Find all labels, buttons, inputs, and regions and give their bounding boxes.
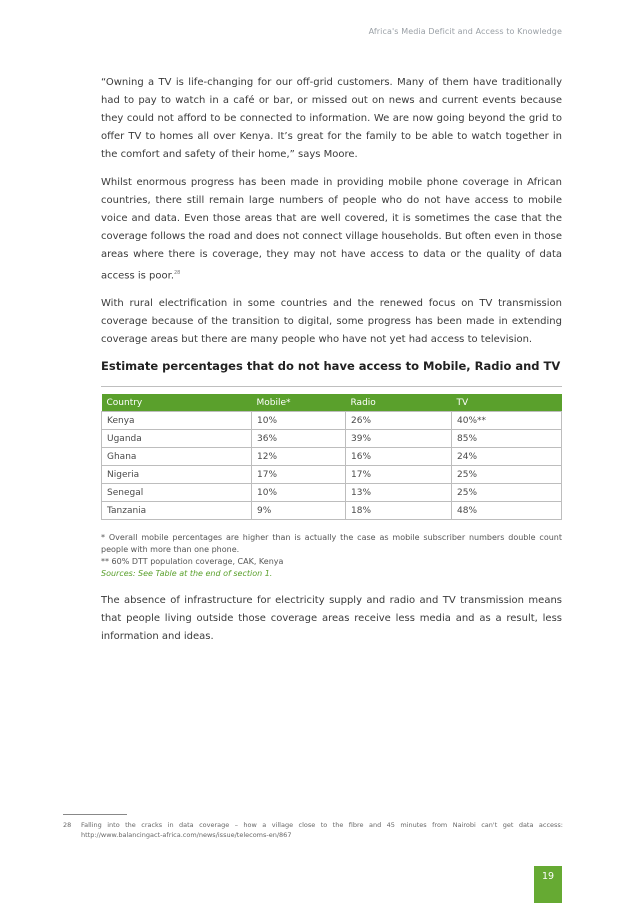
table-cell: 26% xyxy=(346,412,452,430)
table-row xyxy=(102,502,562,520)
table-cell: 24% xyxy=(452,448,562,466)
table-row xyxy=(102,430,562,448)
table-cell: Ghana xyxy=(102,448,252,466)
table-header-row xyxy=(102,394,562,412)
table-cell: 9% xyxy=(252,502,346,520)
electrification-paragraph: With rural electrification in some countries and the renewed focus on TV transmission coverage because of the transition to digital, some progress has been made in extending coverage areas but there are many people who have not yet had access to television. xyxy=(101,298,562,346)
table-cell: Nigeria xyxy=(102,466,252,484)
table-cell: 16% xyxy=(346,448,452,466)
table-cell: 39% xyxy=(346,430,452,448)
mobile-coverage-paragraph xyxy=(101,174,562,285)
mobile-coverage-text: Whilst enormous progress has been made in providing mobile phone coverage in African countries, there still remain large numbers of people who do not have access to mobile voice and data. Even those areas that are well covered, it is sometimes the case that the coverage follows the road and does not connect village households. But often even in those areas where there is coverage, they may not have access to data or the quality of data access is poor. xyxy=(101,177,562,282)
quote-paragraph: “Owning a TV is life-changing for our off-grid customers. Many of them have traditionally had to pay to watch in a café or bar, or missed out on news and current events because they could not afford to be connected to information. We are now going beyond the grid to offer TV to homes all over Kenya. It’s great for the family to be able to watch together in the comfort and safety of their home,” says Moore. xyxy=(101,77,562,160)
table-cell: 25% xyxy=(452,484,562,502)
table-cell: 18% xyxy=(346,502,452,520)
running-header: Africa's Media Deficit and Access to Knowledge xyxy=(368,27,562,36)
access-table xyxy=(101,394,562,520)
footnote-reference[interactable]: 28 xyxy=(174,270,181,276)
table-title: Estimate percentages that do not have access to Mobile, Radio and TV xyxy=(101,359,561,374)
main-content xyxy=(101,74,562,656)
column-header-radio: Radio xyxy=(346,394,452,412)
table-row xyxy=(102,484,562,502)
column-header-country: Country xyxy=(102,394,252,412)
table-notes xyxy=(101,532,562,580)
table-cell: 85% xyxy=(452,430,562,448)
table-row xyxy=(102,448,562,466)
table-row xyxy=(102,412,562,430)
table-row xyxy=(102,466,562,484)
table-cell: 48% xyxy=(452,502,562,520)
footnote-text[interactable]: Falling into the cracks in data coverage – how a village close to the fibre and 45 minutes from Nairobi can't get data access: http://www.balancingact-africa.com/news/issue/telecoms-en/867 xyxy=(81,821,563,839)
footnote xyxy=(63,820,563,840)
table-cell: Kenya xyxy=(102,412,252,430)
table-title-rule xyxy=(101,386,562,387)
table-cell: 10% xyxy=(252,484,346,502)
table-cell: Senegal xyxy=(102,484,252,502)
footnote-number: 28 xyxy=(63,821,72,829)
closing-paragraph: The absence of infrastructure for electricity supply and radio and TV transmission means that people living outside those coverage areas receive less media and as a result, less information and ideas. xyxy=(101,595,562,643)
table-cell: 13% xyxy=(346,484,452,502)
table-cell: 17% xyxy=(346,466,452,484)
table-cell: 40%** xyxy=(452,412,562,430)
table-cell: 10% xyxy=(252,412,346,430)
table-cell: 12% xyxy=(252,448,346,466)
table-cell: Uganda xyxy=(102,430,252,448)
table-cell: 36% xyxy=(252,430,346,448)
table-source: Sources: See Table at the end of section 1. xyxy=(101,569,273,579)
tv-note: ** 60% DTT population coverage, CAK, Kenya xyxy=(101,557,284,567)
table-cell: 17% xyxy=(252,466,346,484)
table-cell: Tanzania xyxy=(102,502,252,520)
column-header-tv: TV xyxy=(452,394,562,412)
table-cell: 25% xyxy=(452,466,562,484)
page-number: 19 xyxy=(534,866,562,903)
column-header-mobile: Mobile* xyxy=(252,394,346,412)
mobile-note: * Overall mobile percentages are higher than is actually the case as mobile subscriber numbers double count people with more than one phone. xyxy=(101,533,562,555)
footnote-divider xyxy=(63,814,127,815)
